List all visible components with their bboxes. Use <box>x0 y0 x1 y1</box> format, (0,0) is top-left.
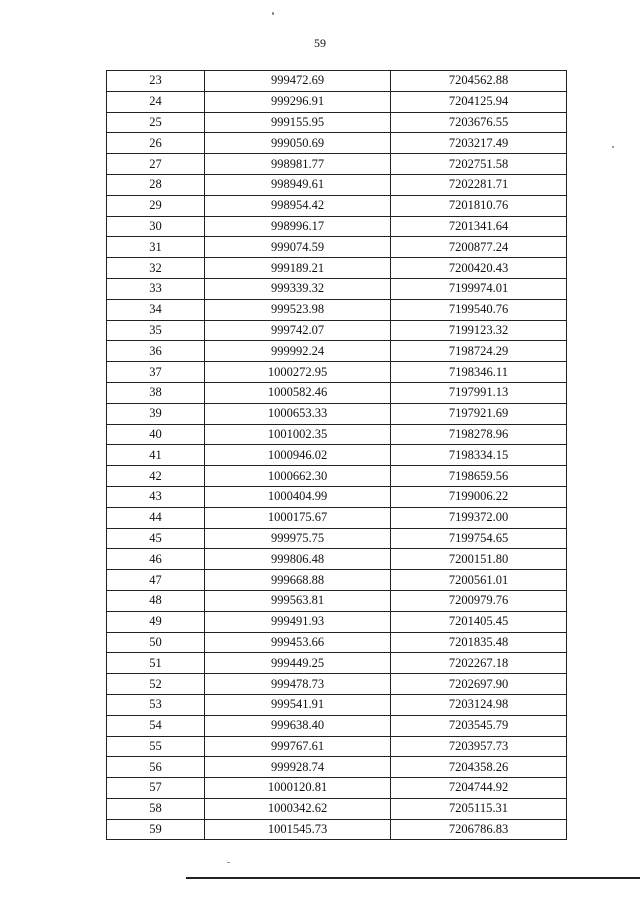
table-row <box>107 694 567 715</box>
x-coordinate-cell: 998949.61 <box>205 174 391 195</box>
point-number-cell: 54 <box>107 715 205 736</box>
point-number-cell: 58 <box>107 798 205 819</box>
y-coordinate-cell: 7203676.55 <box>391 112 567 133</box>
x-coordinate-cell: 1000946.02 <box>205 445 391 466</box>
y-coordinate-cell: 7200561.01 <box>391 570 567 591</box>
y-coordinate-cell: 7199372.00 <box>391 507 567 528</box>
table-row <box>107 611 567 632</box>
table-row <box>107 154 567 175</box>
point-number-cell: 23 <box>107 71 205 92</box>
point-number-cell: 45 <box>107 528 205 549</box>
point-number-cell: 42 <box>107 466 205 487</box>
scan-speck <box>272 12 274 15</box>
y-coordinate-cell: 7198724.29 <box>391 341 567 362</box>
x-coordinate-cell: 999767.61 <box>205 736 391 757</box>
table-row <box>107 486 567 507</box>
table-row <box>107 195 567 216</box>
y-coordinate-cell: 7203217.49 <box>391 133 567 154</box>
table-row <box>107 112 567 133</box>
point-number-cell: 24 <box>107 91 205 112</box>
point-number-cell: 33 <box>107 278 205 299</box>
y-coordinate-cell: 7200420.43 <box>391 258 567 279</box>
y-coordinate-cell: 7199974.01 <box>391 278 567 299</box>
point-number-cell: 57 <box>107 778 205 799</box>
table-row <box>107 819 567 840</box>
x-coordinate-cell: 999050.69 <box>205 133 391 154</box>
x-coordinate-cell: 999806.48 <box>205 549 391 570</box>
y-coordinate-cell: 7199540.76 <box>391 299 567 320</box>
table-row <box>107 320 567 341</box>
table-row <box>107 216 567 237</box>
x-coordinate-cell: 999478.73 <box>205 674 391 695</box>
table-row <box>107 590 567 611</box>
point-number-cell: 36 <box>107 341 205 362</box>
y-coordinate-cell: 7204562.88 <box>391 71 567 92</box>
x-coordinate-cell: 1000272.95 <box>205 362 391 383</box>
point-number-cell: 29 <box>107 195 205 216</box>
point-number-cell: 52 <box>107 674 205 695</box>
y-coordinate-cell: 7204125.94 <box>391 91 567 112</box>
table-row <box>107 362 567 383</box>
y-coordinate-cell: 7199006.22 <box>391 486 567 507</box>
x-coordinate-cell: 999339.32 <box>205 278 391 299</box>
point-number-cell: 39 <box>107 403 205 424</box>
y-coordinate-cell: 7197991.13 <box>391 382 567 403</box>
point-number-cell: 32 <box>107 258 205 279</box>
x-coordinate-cell: 1000582.46 <box>205 382 391 403</box>
point-number-cell: 51 <box>107 653 205 674</box>
table-row <box>107 736 567 757</box>
x-coordinate-cell: 999928.74 <box>205 757 391 778</box>
table-row <box>107 91 567 112</box>
y-coordinate-cell: 7204744.92 <box>391 778 567 799</box>
coordinates-table <box>106 70 567 840</box>
x-coordinate-cell: 999189.21 <box>205 258 391 279</box>
y-coordinate-cell: 7197921.69 <box>391 403 567 424</box>
table-row <box>107 466 567 487</box>
table-row <box>107 341 567 362</box>
table-row <box>107 133 567 154</box>
y-coordinate-cell: 7198659.56 <box>391 466 567 487</box>
x-coordinate-cell: 1000342.62 <box>205 798 391 819</box>
point-number-cell: 31 <box>107 237 205 258</box>
y-coordinate-cell: 7205115.31 <box>391 798 567 819</box>
table-row <box>107 237 567 258</box>
table-row <box>107 278 567 299</box>
x-coordinate-cell: 999296.91 <box>205 91 391 112</box>
point-number-cell: 28 <box>107 174 205 195</box>
y-coordinate-cell: 7198278.96 <box>391 424 567 445</box>
y-coordinate-cell: 7200151.80 <box>391 549 567 570</box>
table-row <box>107 757 567 778</box>
point-number-cell: 47 <box>107 570 205 591</box>
x-coordinate-cell: 1000662.30 <box>205 466 391 487</box>
scan-speck <box>612 146 614 148</box>
table-row <box>107 632 567 653</box>
y-coordinate-cell: 7202697.90 <box>391 674 567 695</box>
point-number-cell: 26 <box>107 133 205 154</box>
x-coordinate-cell: 999453.66 <box>205 632 391 653</box>
table-row <box>107 445 567 466</box>
y-coordinate-cell: 7201835.48 <box>391 632 567 653</box>
x-coordinate-cell: 999449.25 <box>205 653 391 674</box>
x-coordinate-cell: 999992.24 <box>205 341 391 362</box>
y-coordinate-cell: 7201810.76 <box>391 195 567 216</box>
point-number-cell: 59 <box>107 819 205 840</box>
point-number-cell: 56 <box>107 757 205 778</box>
y-coordinate-cell: 7202751.58 <box>391 154 567 175</box>
y-coordinate-cell: 7198334.15 <box>391 445 567 466</box>
y-coordinate-cell: 7206786.83 <box>391 819 567 840</box>
coordinates-table-body <box>107 71 567 840</box>
x-coordinate-cell: 1001002.35 <box>205 424 391 445</box>
x-coordinate-cell: 998996.17 <box>205 216 391 237</box>
x-coordinate-cell: 999472.69 <box>205 71 391 92</box>
table-row <box>107 798 567 819</box>
point-number-cell: 50 <box>107 632 205 653</box>
y-coordinate-cell: 7203124.98 <box>391 694 567 715</box>
y-coordinate-cell: 7198346.11 <box>391 362 567 383</box>
y-coordinate-cell: 7201341.64 <box>391 216 567 237</box>
x-coordinate-cell: 999155.95 <box>205 112 391 133</box>
y-coordinate-cell: 7201405.45 <box>391 611 567 632</box>
table-row <box>107 382 567 403</box>
point-number-cell: 48 <box>107 590 205 611</box>
point-number-cell: 35 <box>107 320 205 341</box>
table-row <box>107 549 567 570</box>
x-coordinate-cell: 998981.77 <box>205 154 391 175</box>
y-coordinate-cell: 7202281.71 <box>391 174 567 195</box>
point-number-cell: 55 <box>107 736 205 757</box>
x-coordinate-cell: 999074.59 <box>205 237 391 258</box>
x-coordinate-cell: 999541.91 <box>205 694 391 715</box>
table-row <box>107 174 567 195</box>
y-coordinate-cell: 7200877.24 <box>391 237 567 258</box>
scan-speck <box>227 862 230 863</box>
y-coordinate-cell: 7200979.76 <box>391 590 567 611</box>
x-coordinate-cell: 1000120.81 <box>205 778 391 799</box>
x-coordinate-cell: 999742.07 <box>205 320 391 341</box>
table-row <box>107 71 567 92</box>
x-coordinate-cell: 999523.98 <box>205 299 391 320</box>
table-row <box>107 424 567 445</box>
y-coordinate-cell: 7199123.32 <box>391 320 567 341</box>
point-number-cell: 38 <box>107 382 205 403</box>
point-number-cell: 37 <box>107 362 205 383</box>
x-coordinate-cell: 1001545.73 <box>205 819 391 840</box>
point-number-cell: 25 <box>107 112 205 133</box>
table-row <box>107 778 567 799</box>
point-number-cell: 40 <box>107 424 205 445</box>
point-number-cell: 53 <box>107 694 205 715</box>
table-row <box>107 674 567 695</box>
x-coordinate-cell: 998954.42 <box>205 195 391 216</box>
point-number-cell: 41 <box>107 445 205 466</box>
table-row <box>107 403 567 424</box>
table-row <box>107 570 567 591</box>
table-row <box>107 715 567 736</box>
point-number-cell: 46 <box>107 549 205 570</box>
point-number-cell: 43 <box>107 486 205 507</box>
x-coordinate-cell: 1000404.99 <box>205 486 391 507</box>
x-coordinate-cell: 1000175.67 <box>205 507 391 528</box>
y-coordinate-cell: 7204358.26 <box>391 757 567 778</box>
page-number: 59 <box>314 36 326 50</box>
bottom-rule <box>186 877 640 879</box>
x-coordinate-cell: 999668.88 <box>205 570 391 591</box>
table-row <box>107 507 567 528</box>
point-number-cell: 44 <box>107 507 205 528</box>
point-number-cell: 49 <box>107 611 205 632</box>
y-coordinate-cell: 7199754.65 <box>391 528 567 549</box>
table-row <box>107 258 567 279</box>
point-number-cell: 27 <box>107 154 205 175</box>
y-coordinate-cell: 7203545.79 <box>391 715 567 736</box>
x-coordinate-cell: 1000653.33 <box>205 403 391 424</box>
y-coordinate-cell: 7203957.73 <box>391 736 567 757</box>
table-row <box>107 299 567 320</box>
point-number-cell: 30 <box>107 216 205 237</box>
x-coordinate-cell: 999491.93 <box>205 611 391 632</box>
y-coordinate-cell: 7202267.18 <box>391 653 567 674</box>
x-coordinate-cell: 999638.40 <box>205 715 391 736</box>
table-row <box>107 653 567 674</box>
x-coordinate-cell: 999563.81 <box>205 590 391 611</box>
point-number-cell: 34 <box>107 299 205 320</box>
table-row <box>107 528 567 549</box>
x-coordinate-cell: 999975.75 <box>205 528 391 549</box>
